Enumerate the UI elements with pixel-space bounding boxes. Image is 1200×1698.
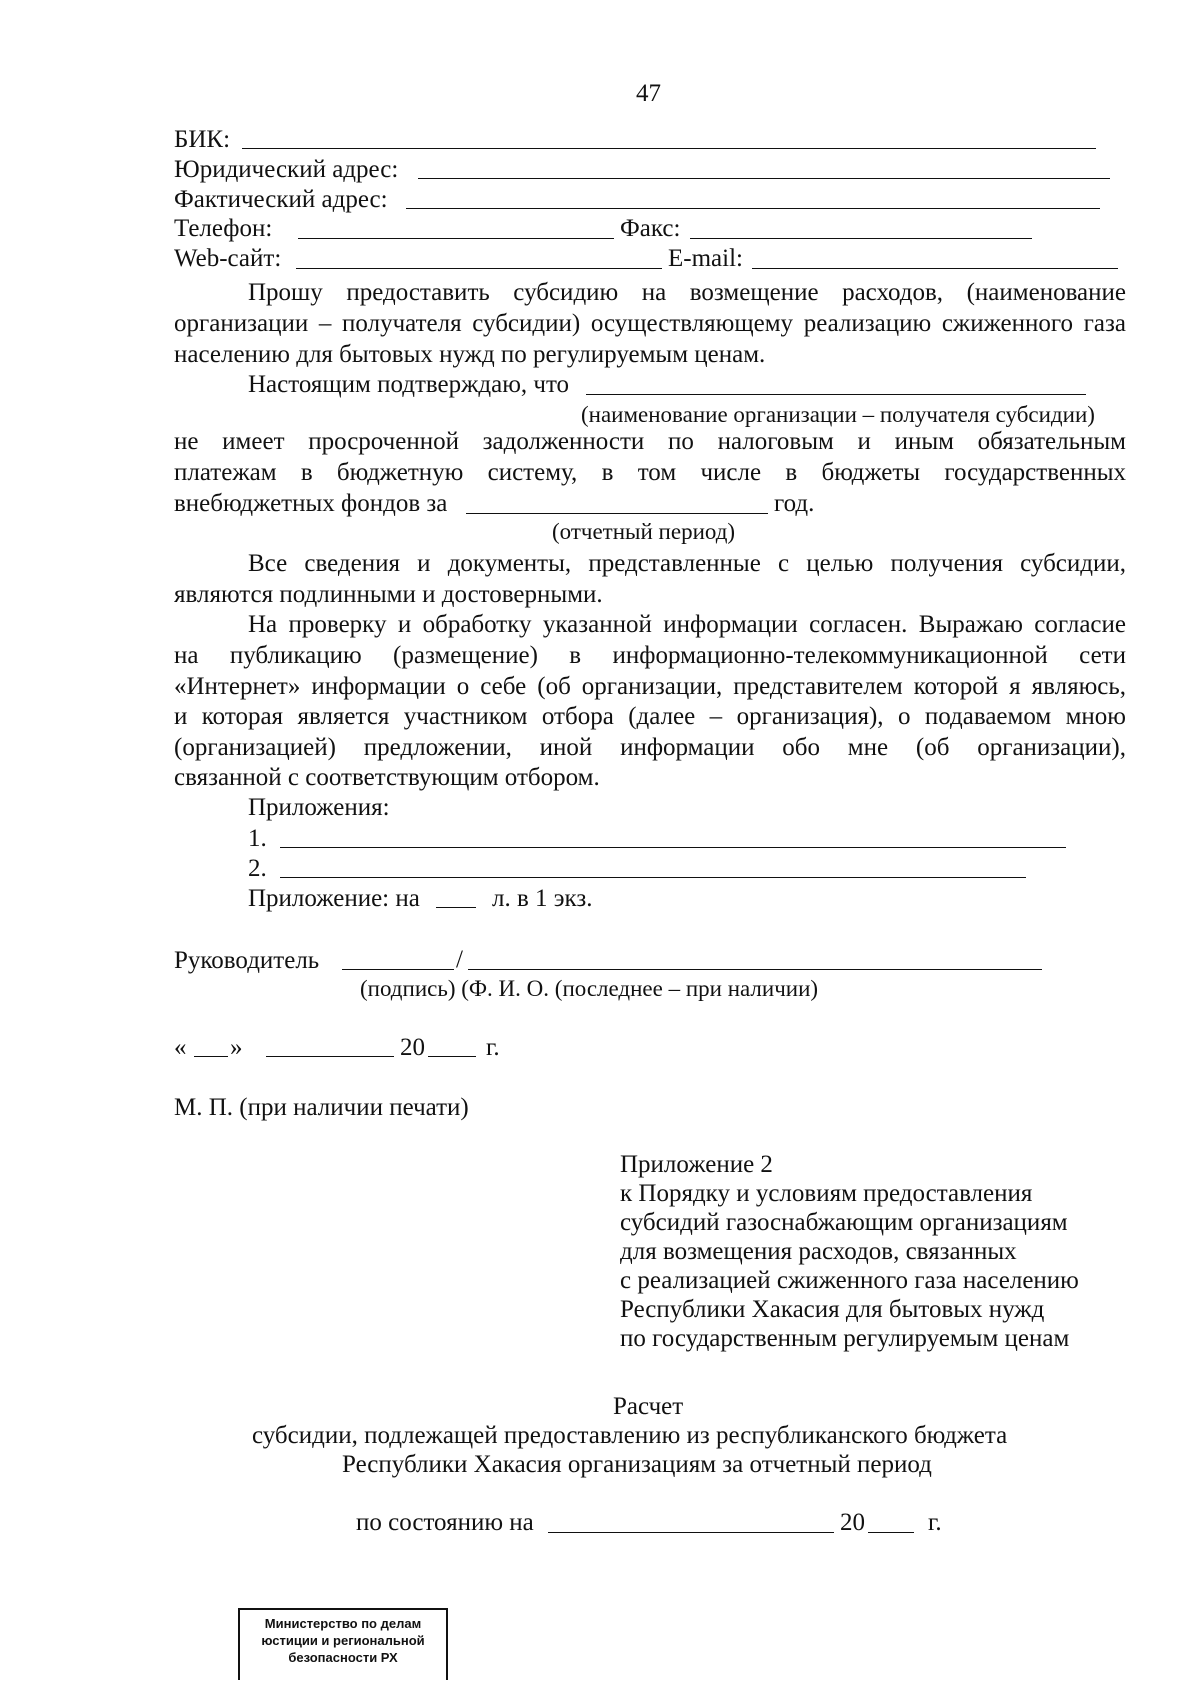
consent-line-1: На проверку и обработку указанной информации согласен. Выражаю согласие <box>248 611 1126 638</box>
ministry-stamp <box>238 1608 448 1680</box>
consent-line-2: на публикацию (размещение) в информационно-телекоммуникационной сети <box>174 642 1126 669</box>
calc-title: Расчет <box>613 1393 684 1420</box>
date-open-quote: « <box>174 1034 187 1061</box>
period-caption: (отчетный период) <box>552 519 736 544</box>
bik-blank <box>242 148 1096 149</box>
legal-address-blank <box>418 178 1110 179</box>
attachment-2-blank <box>280 877 1026 878</box>
as-of-year-blank <box>868 1532 914 1533</box>
as-of-year-prefix: 20 <box>840 1509 865 1536</box>
confirm-last-suffix: год. <box>774 490 815 517</box>
signature-caption: (подпись) (Ф. И. О. (последнее – при наличии) <box>360 976 819 1001</box>
appendix-line-3: субсидий газоснабжающим организациям <box>620 1209 1068 1236</box>
page-number: 47 <box>636 80 661 107</box>
phone-label: Телефон: <box>174 215 273 242</box>
date-year-suffix: г. <box>486 1034 500 1061</box>
date-month-blank <box>266 1056 394 1057</box>
fax-label: Факс: <box>620 215 681 242</box>
request-line-3: населению для бытовых нужд по регулируемым ценам. <box>174 341 766 368</box>
appendix-line-2: к Порядку и условиям предоставления <box>620 1180 1033 1207</box>
consent-line-3: «Интернет» информации о себе (об организации, представителем которой я являюсь, <box>174 673 1126 700</box>
confirm-last-prefix: внебюджетных фондов за <box>174 490 448 517</box>
attachment-count-prefix: Приложение: на <box>248 885 420 912</box>
request-line-1: Прошу предоставить субсидию на возмещение расходов, (наименование <box>248 279 1126 306</box>
confirm-caption: (наименование организации – получателя субсидии) <box>581 402 1095 427</box>
authenticity-line-2: являются подлинными и достоверными. <box>174 581 603 608</box>
website-label: Web-сайт: <box>174 245 282 272</box>
as-of-prefix: по состоянию на <box>356 1509 534 1536</box>
appendix-line-7: по государственным регулируемым ценам <box>620 1325 1070 1352</box>
legal-address-label: Юридический адрес: <box>174 156 399 183</box>
fax-blank <box>690 238 1032 239</box>
appendix-line-1: Приложение 2 <box>620 1151 773 1178</box>
confirm-lead: Настоящим подтверждаю, что <box>248 371 570 398</box>
signature-blank <box>342 969 454 970</box>
as-of-year-suffix: г. <box>928 1509 942 1536</box>
signature-slash: / <box>456 946 463 973</box>
signature-label: Руководитель <box>174 947 320 974</box>
stamp-line-1: Министерство по делам <box>264 1616 422 1631</box>
actual-address-blank <box>406 208 1100 209</box>
date-close-quote: » <box>230 1034 243 1061</box>
date-day-blank <box>194 1056 228 1057</box>
calc-subtitle-1: субсидии, подлежащей предоставлению из республиканского бюджета <box>252 1422 1008 1449</box>
date-year-blank <box>428 1056 476 1057</box>
authenticity-line-1: Все сведения и документы, представленные с целью получения субсидии, <box>248 550 1126 577</box>
consent-line-6: связанной с соответствующим отбором. <box>174 764 600 791</box>
full-name-blank <box>468 969 1042 970</box>
confirm-line-2: платежам в бюджетную систему, в том числе в бюджеты государственных <box>174 459 1126 486</box>
confirm-line-1: не имеет просроченной задолженности по налоговым и иным обязательным <box>174 428 1126 455</box>
attachment-2-label: 2. <box>248 855 267 882</box>
reporting-period-blank <box>466 513 768 514</box>
stamp-line-2: юстиции и региональной <box>261 1633 425 1648</box>
calc-subtitle-2: Республики Хакасия организациям за отчетный период <box>342 1451 932 1478</box>
attachment-count-blank <box>436 907 476 908</box>
appendix-line-4: для возмещения расходов, связанных <box>620 1238 1017 1265</box>
consent-line-4: и которая является участником отбора (далее – организация), о подаваемом мною <box>174 703 1126 730</box>
attachment-1-blank <box>280 847 1066 848</box>
confirm-org-blank <box>586 394 1086 395</box>
email-label: E-mail: <box>668 245 743 272</box>
attachment-count-suffix: л. в 1 экз. <box>492 885 593 912</box>
appendix-line-6: Республики Хакасия для бытовых нужд <box>620 1296 1045 1323</box>
consent-line-5: (организацией) предложении, иной информации обо мне (об организации), <box>174 734 1126 761</box>
email-blank <box>752 268 1118 269</box>
stamp-line-3: безопасности РХ <box>288 1650 398 1665</box>
phone-blank <box>298 238 614 239</box>
appendix-line-5: с реализацией сжиженного газа населению <box>620 1267 1079 1294</box>
request-line-2: организации – получателя субсидии) осуществляющему реализацию сжиженного газа <box>174 310 1126 337</box>
attachment-1-label: 1. <box>248 825 267 852</box>
seal-note: М. П. (при наличии печати) <box>174 1094 469 1121</box>
actual-address-label: Фактический адрес: <box>174 186 388 213</box>
date-year-prefix: 20 <box>400 1034 425 1061</box>
attachments-title: Приложения: <box>248 794 390 821</box>
as-of-date-blank <box>548 1532 834 1533</box>
website-blank <box>296 268 662 269</box>
bik-label: БИК: <box>174 126 231 153</box>
